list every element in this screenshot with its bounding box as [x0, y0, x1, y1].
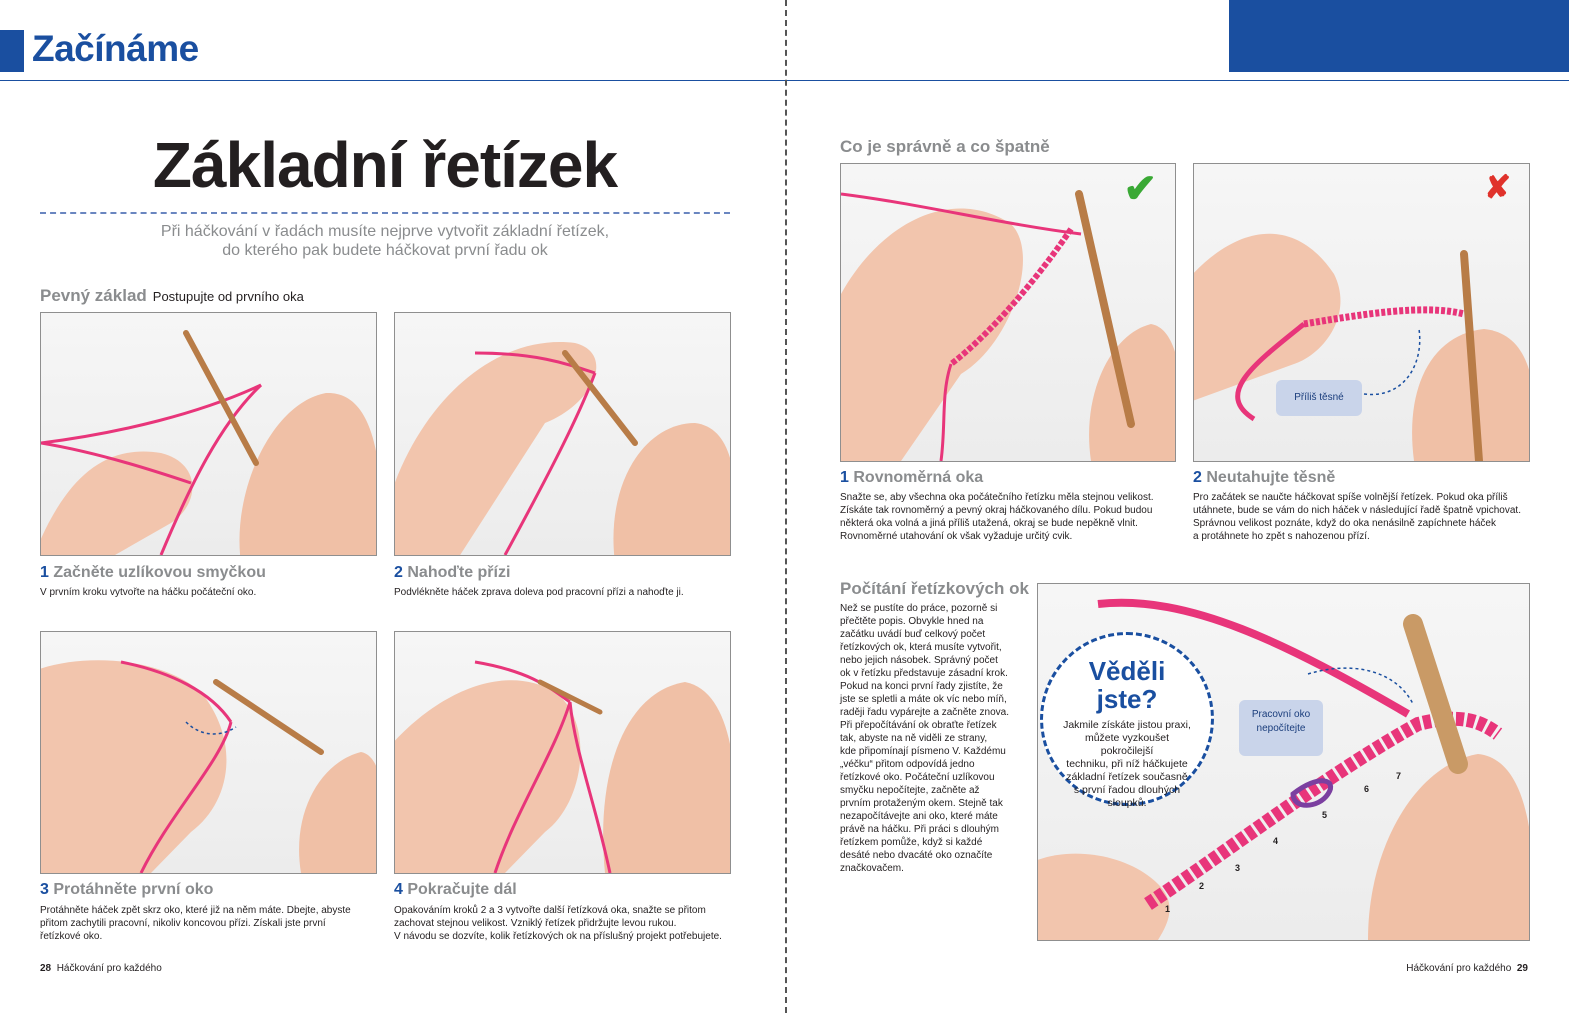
step-title-text: Neutahujte těsně: [1206, 469, 1336, 486]
text-line: utáhnete, bude se vám do nich háček v následující řadě špatně vpichovat.: [1193, 505, 1521, 516]
text-line: začátku uvádí buď celkový počet: [840, 629, 986, 640]
text-line: Pro začátek se naučte háčkovat spíše volnější řetízek. Pokud oka příliš: [1193, 492, 1508, 503]
bad-example-title: [1193, 469, 1335, 487]
right-folio: [1406, 963, 1528, 974]
badge-title-line: jste?: [1096, 684, 1158, 714]
text-line: a protáhnete ho zpět s nahozenou přízí.: [1193, 531, 1370, 542]
step-2-photo: [394, 312, 731, 556]
header-accent-bar: [0, 30, 24, 72]
text-line: řetízkových ok, která musíte vytvořit,: [840, 642, 1002, 653]
text-line: Rovnoměrné utahování ok však vyžaduje určitý cvik.: [840, 531, 1073, 542]
text-line: řetízkové oko. Počáteční uzlíkovou: [840, 772, 995, 783]
step-title-text: Začněte uzlíkovou smyčkou: [53, 564, 266, 581]
step-number: 1: [40, 564, 49, 581]
step-title-text: Nahoďte přízi: [407, 564, 511, 581]
text-line: Protáhněte háček zpět skrz oko, které již na něm máte. Dbejte, abyste: [40, 905, 351, 916]
stitch-number-label: 6: [1364, 784, 1370, 794]
badge-title-line: Věděli: [1088, 656, 1166, 686]
step-3-title: [40, 881, 213, 899]
text-line: přečtěte popis. Obvykle hned na: [840, 616, 984, 627]
left-folio: [40, 963, 162, 974]
text-line: Jakmile získáte jistou praxi,: [1063, 719, 1191, 731]
text-line: techniku, při níž háčkujete: [1066, 758, 1188, 770]
right-section-title: Co je správně a co špatně: [840, 137, 1050, 156]
text-line: tak, abyste na ně viděli ze strany,: [840, 733, 988, 744]
text-line: smyčku nepočítejte, začněte až: [840, 785, 980, 796]
badge-text: [1043, 719, 1211, 810]
chapter-title: Začínáme: [32, 28, 199, 69]
book-title: Háčkování pro každého: [56, 963, 162, 974]
cross-icon: ✘: [1484, 169, 1511, 205]
counting-text: [840, 602, 1015, 875]
text-line: řetízkem pomůže, když si každé: [840, 837, 983, 848]
section-subtitle: Postupujte od prvního oka: [152, 289, 304, 304]
text-line: desáté nebo dvacáté oko označíte: [840, 850, 993, 861]
text-line: některá oka volná a jiná příliš utažená, okraj se bude nepěkně vlnit.: [840, 518, 1138, 529]
title-divider: [40, 212, 730, 214]
good-example-photo: [840, 163, 1176, 462]
section-title: Pevný základ: [40, 286, 147, 305]
text-line: zachovat stejnou velikost. Vzniklý řetízek přidržujte levou rukou.: [394, 918, 677, 929]
text-line: značkovačem.: [840, 863, 904, 874]
step-2-text: Podvlékněte háček zprava doleva pod pracovní přízi a nahoďte ji.: [394, 587, 684, 598]
text-line: přitom zachytili pracovní, nikoliv koncovou přízi. Získali jste první: [40, 918, 326, 929]
step-1-text: V prvním kroku vytvořte na háčku počáteční oko.: [40, 587, 257, 598]
step-title-text: Rovnoměrná oka: [853, 469, 984, 486]
text-line: Při přepočítávání ok obraťte řetízek: [840, 720, 997, 731]
text-line: můžete vyzkoušet pokročilejší: [1084, 732, 1170, 757]
stitch-number-label: 1: [1165, 904, 1171, 914]
text-line: jste se spletli a máte ok víc nebo míň,: [840, 694, 1007, 705]
callout-line: nepočítejte: [1256, 723, 1306, 734]
counting-title: Počítání řetízkových ok: [840, 579, 1029, 598]
step-number: 1: [840, 469, 849, 486]
step-number: 2: [394, 564, 403, 581]
page-number: 29: [1516, 963, 1528, 974]
section-heading: [40, 286, 304, 306]
step-4-title: [394, 881, 517, 899]
step-1-title: [40, 564, 266, 582]
page-spine: [785, 0, 787, 1013]
intro-line: do kterého pak budete háčkovat první řadu ok: [222, 242, 548, 259]
step-title-text: Pokračujte dál: [407, 881, 517, 898]
step-title-text: Protáhněte první oko: [53, 881, 214, 898]
working-loop-callout: [1239, 700, 1323, 756]
callout-line: Pracovní oko: [1251, 709, 1311, 720]
text-line: Získáte tak rovnoměrný a pevný okraj háčkovaného dílu. Pokud budou: [840, 505, 1153, 516]
good-example-title: [840, 469, 983, 487]
text-line: sloupků.: [1107, 797, 1147, 809]
stitch-number-label: 7: [1396, 771, 1402, 781]
checkmark-icon: ✔: [1123, 167, 1157, 211]
stitch-number-label: 3: [1235, 863, 1241, 873]
step-4-photo: [394, 631, 731, 874]
step-2-title: [394, 564, 510, 582]
text-line: kde připomínají písmeno V. Každému: [840, 746, 1006, 757]
badge-title: [1043, 657, 1211, 713]
text-line: Správnou velikost poznáte, když do oka nenásilně zapíchnete háček: [1193, 518, 1496, 529]
page-title: Základní řetízek: [152, 129, 618, 201]
bad-example-text: [1193, 491, 1538, 543]
intro-line: Při háčkování v řadách musíte nejprve vytvořit základní řetízek,: [160, 223, 610, 240]
stitch-number-label: 2: [1199, 881, 1205, 891]
text-line: právě na háčku. Při práci s dlouhým: [840, 824, 999, 835]
stitch-number-label: 5: [1322, 810, 1328, 820]
text-line: ok v řetízku představuje zásadní krok.: [840, 668, 1008, 679]
step-number: 2: [1193, 469, 1202, 486]
text-line: Pokud na konci první řady zjistíte, že: [840, 681, 1003, 692]
step-1-photo: [40, 312, 377, 556]
text-line: Opakováním kroků 2 a 3 vytvořte další řetízková oka, snažte se přitom: [394, 905, 706, 916]
step-3-text: [40, 904, 375, 943]
text-line: Než se pustíte do práce, pozorně si: [840, 603, 998, 614]
stitch-number-label: 4: [1273, 836, 1279, 846]
step-3-photo: [40, 631, 377, 874]
text-line: prvním protaženým okem. Stejně tak: [840, 798, 1003, 809]
text-line: základní řetízek současně: [1066, 771, 1188, 783]
step-number: 3: [40, 881, 49, 898]
text-line: nebo jejich násobek. Správný počet: [840, 655, 998, 666]
text-line: raději řadu vypárejte a začněte znova.: [840, 707, 1009, 718]
intro-text: [40, 222, 730, 260]
text-line: V návodu se dozvíte, kolik řetízkových ok na příslušný projekt potřebujete.: [394, 931, 722, 942]
did-you-know-badge: [1040, 632, 1214, 809]
step-number: 4: [394, 881, 403, 898]
header-accent-block: [1229, 0, 1569, 72]
book-title: Háčkování pro každého: [1406, 963, 1512, 974]
bad-example-photo: [1193, 163, 1530, 462]
page-number: 28: [40, 963, 52, 974]
good-example-text: [840, 491, 1180, 543]
text-line: s první řadou dlouhých: [1073, 784, 1181, 796]
too-tight-callout: Příliš těsné: [1276, 380, 1362, 416]
text-line: „véčku“ přitom odpovídá jedno: [840, 759, 975, 770]
text-line: nezapočítávejte ani oko, které máte: [840, 811, 998, 822]
step-4-text: [394, 904, 734, 943]
text-line: řetízkové oko.: [40, 931, 103, 942]
text-line: Snažte se, aby všechna oka počátečního řetízku měla stejnou velikost.: [840, 492, 1154, 503]
